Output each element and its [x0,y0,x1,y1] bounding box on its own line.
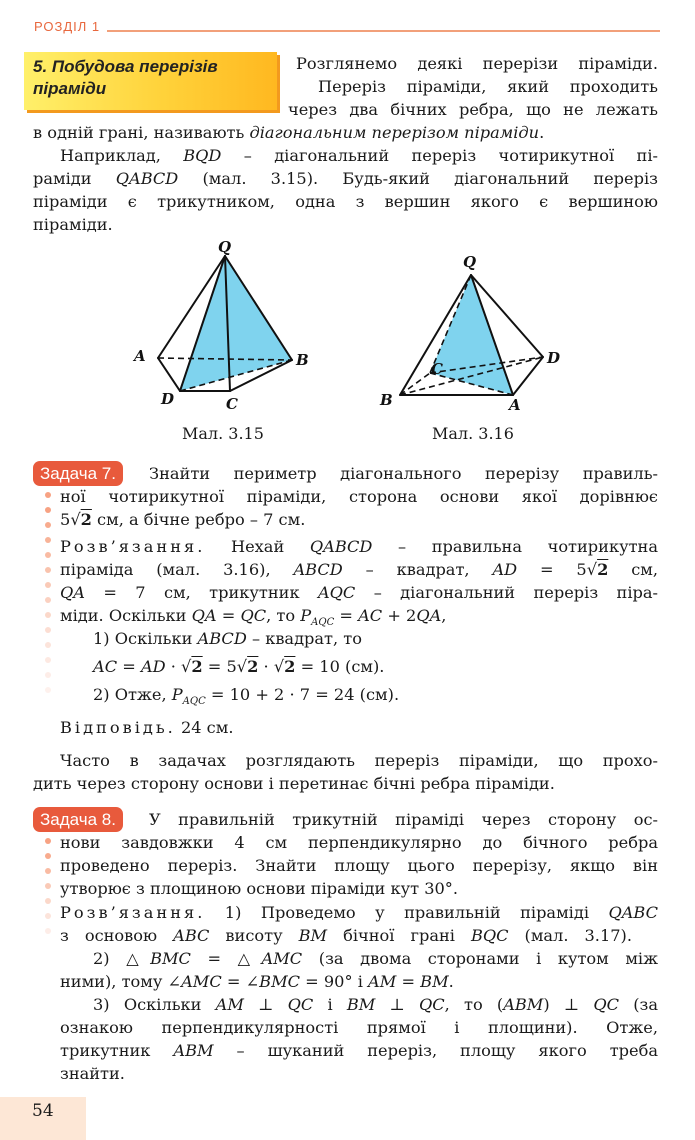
task-7-badge: Задача 7. [33,461,123,486]
intro-line-4: в одній грані, називають діагональним перерізом піраміди. [33,123,545,142]
vertex-q-label: Q [218,238,232,256]
task-7-answer: Відповідь. 24 см. [60,718,234,737]
task-7-solution-3: QA = 7 см, трикутник AQC – діагональний переріз піра- [60,583,658,602]
example-line-1: Наприклад, BQD – діагональний переріз чотирикутної пі- [60,146,658,165]
task-7-condition-3: 5√2 см, а бічне ребро – 7 см. [60,510,306,529]
task-7-condition-1: Знайти периметр діагонального перерізу правиль- [149,464,658,483]
vertex-a-label: A [134,347,146,365]
diagonal-section-fill [180,256,292,391]
task-8-solution-4: ними), тому ∠AMC = ∠BMC = 90° і AM = BM. [60,972,454,991]
task-8-solution-8: знайти. [60,1064,125,1083]
task-8-condition-1: У правильній трикутній піраміді через сторону ос- [149,810,658,829]
bridge-line-1: Часто в задачах розглядають переріз піраміди, що прохо- [60,751,658,770]
task-8-solution-7: трикутник ABM – шуканий переріз, площу якого треба [60,1041,658,1060]
vertex-d-label: D [547,349,561,367]
vertex-b-label: B [296,351,309,369]
chapter-label: РОЗДІЛ 1 [34,19,101,34]
page-number: 54 [32,1101,54,1121]
bridge-line-2: дить через сторону основи і перетинає бічні ребра піраміди. [33,774,555,793]
task-8-badge: Задача 8. [33,807,123,832]
vertex-c-label: C [431,360,443,378]
intro-line-3: через два бічних ребра, що не лежать [288,100,658,119]
task-8-condition-4: утворює з площиною основи піраміди кут 30°. [60,879,459,898]
task-7-step-1: 1) Оскільки ABCD – квадрат, то [93,629,363,648]
task-7-equation-1: AC = AD · √2 = 5√2 · √2 = 10 (см). [93,657,385,676]
vertex-a-label: A [509,396,521,414]
vertex-c-label: C [226,395,238,413]
task-8-solution-1: Розв’язання. 1) Проведемо у правильній піраміді QABC [60,903,658,922]
example-line-2: раміди QABCD (мал. 3.15). Будь-який діагональний переріз [33,169,658,188]
task-8-solution-2: з основою ABC висоту BM бічної грані BQC (мал. 3.17). [60,926,632,945]
task-7-solution-2: піраміда (мал. 3.16), ABCD – квадрат, AD = 5√2 см, [60,560,659,579]
task-7-dot-column [45,492,51,702]
figure-3-15 [110,238,320,418]
task-7-step-2: 2) Отже, $P_{AQC} = 10 + 2 \cdot 7 = 24$ (см). [93,685,400,708]
task-7-solution-1: Розв’язання. Нехай QABCD – правильна чотирикутна [60,537,658,556]
caption-3-16: Мал. 3.16 [432,424,514,443]
example-line-4: піраміди. [33,215,113,234]
caption-3-15: Мал. 3.15 [182,424,264,443]
intro-line-2: Переріз піраміди, який проходить [318,77,658,96]
task-7-condition-2: ної чотирикутної піраміди, сторона основи якої дорівнює [60,487,658,506]
vertex-d-label: D [161,390,175,408]
task-8-solution-3: 2) △BMC = △AMC (за двома сторонами і кутом між [93,949,658,968]
task-7-solution-4: міди. Оскільки QA = QC, то $P_{AQC}$ = AC + 2QA, [60,606,447,629]
task-8-condition-3: проведено переріз. Знайти площу цього перерізу, якщо він [60,856,658,875]
figure-3-16 [375,245,575,415]
term-diagonal-section: діагональним перерізом піраміди [249,123,540,142]
vertex-q-label: Q [463,253,477,271]
intro-line-1: Розглянемо деякі перерізи піраміди. [296,54,658,73]
vertex-b-label: B [380,391,393,409]
task-8-solution-6: ознакою перпендикулярності прямої і площини). Отже, [60,1018,658,1037]
task-8-solution-5: 3) Оскільки AM ⊥ QC і BM ⊥ QC, то (ABM) ⊥ QC (за [93,995,659,1014]
example-line-3: піраміди є трикутником, одна з вершин якого є вершиною [33,192,658,211]
section-title: 5. Побудова перерізів піраміди [33,57,218,98]
header-rule [107,30,660,32]
task-8-dot-column [45,838,51,943]
task-8-condition-2: нови завдовжки 4 см перпендикулярно до бічного ребра [60,833,658,852]
